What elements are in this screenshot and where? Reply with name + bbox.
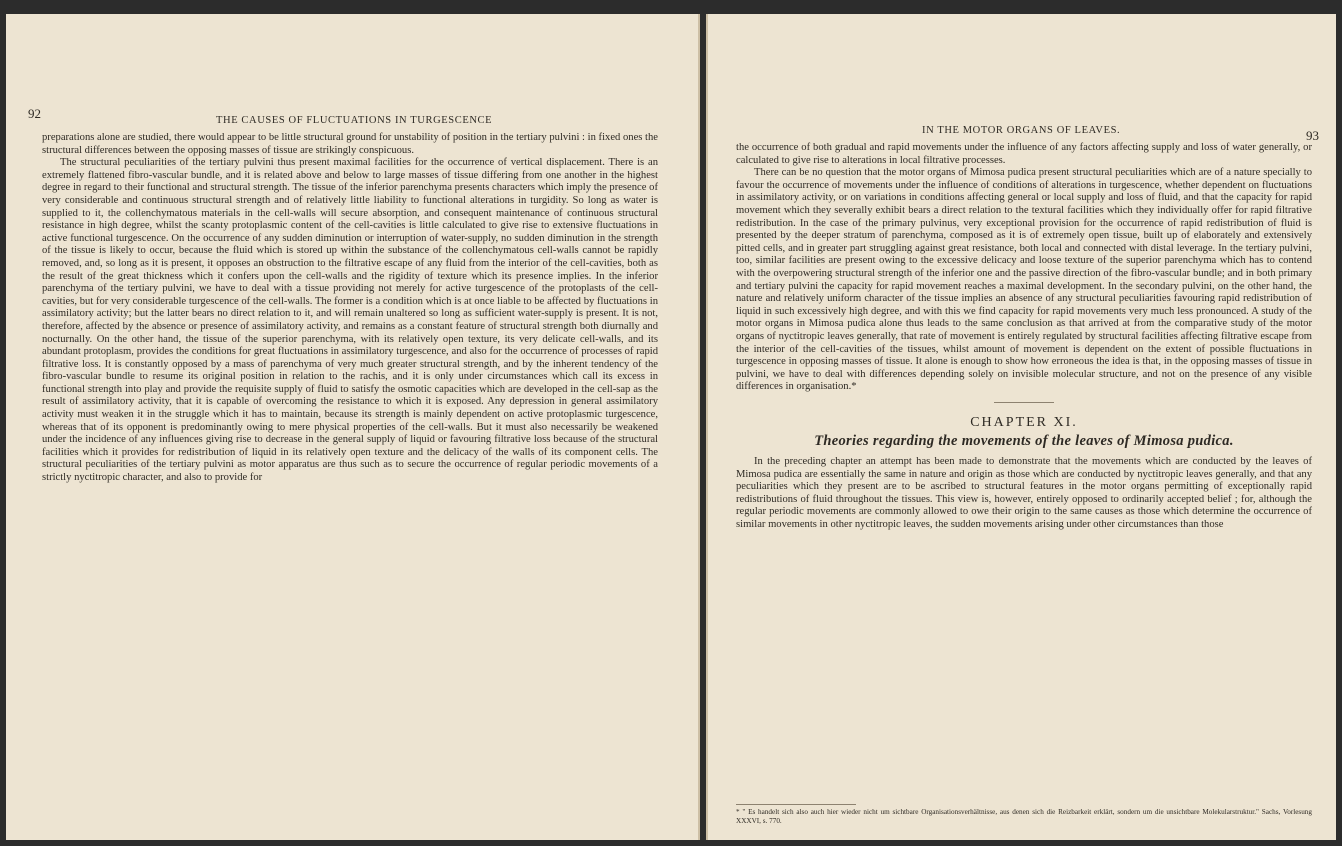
paragraph: preparations alone are studied, there would appear to be little structural ground for unstability of position in the tertiary pulvini : in fixed ones the structural differences between the opposing masses of tissue are strikingly conspicuous.	[42, 132, 658, 156]
footnote: * " Es handelt sich also auch hier wieder nicht um sichtbare Organisationsverhältnisse, aus denen sich die Reizbarkeit erklärt, sondern um die unsichtbare Molekularstruktur." Sachs, Vorlesung XXXVI, s. 770.	[736, 808, 1312, 825]
chapter-rule	[994, 402, 1054, 403]
running-head: THE CAUSES OF FLUCTUATIONS IN TURGESCENCE	[216, 115, 493, 126]
body-text	[736, 142, 1312, 532]
paragraph: The structural peculiarities of the tertiary pulvini thus present maximal facilities for the occurrence of vertical displacement. There is an extremely flattened fibro-vascular bundle, and it is related above and below to large masses of tissue differing from one another in the highest degree in regard to their functional and structural strength. The tissue of the inferior parenchyma presents characters which imply the presence of very considerable and continuous structural strength and of relatively little liability to functional alterations in turgidity. So long as water is supplied to it, the collenchymatous materials in the cell-walls will secure absorption, and consequent maintenance of continuous structural resistance in high degree, whilst the scanty protoplasmic content of the cell-cavities is little calculated to give rise to extensive fluctuations in active functional turgescence. On the occurrence of any sudden diminution or interruption of water-supply, no sudden diminution in the strength of the tissue is likely to occur, because the fluid which is stored up within the substance of the collenchymatous cell-walls cannot be rapidly removed, and, so long as it is present, it opposes an obstruction to the filtrative escape of any fluid from the interior of the cell-cavities, both as the result of the great thickness which it confers upon the cell-walls and the rigidity of texture which its presence implies. In the inferior parenchyma of the tertiary pulvini, we have to deal with a tissue providing not merely for active turgescence of the protoplasts of the cell-cavities, but for very considerable turgescence of the cell-walls. The former is a condition which is at once liable to be affected by fluctuations in assimilatory activity; but the latter bears no direct relation to it, and will remain unaltered so long as sufficient water-supply is present. It is not, therefore, affected by the absence or presence of assimilatory activity, and remains as a constant feature of structural strength both diurnally and nocturnally. On the other hand, the tissue of the superior parenchyma, with its relatively open texture, its very delicate cell-walls, and its abundant protoplasm, provides the conditions for great fluctuations in assimilatory turgescence, and also for the occurrence of processes of rapid filtrative loss. It is constantly opposed by a mass of parenchyma of very much greater structural strength, and by the inherent tendency of the fibro-vascular bundle to resume its original position in relation to the rachis, and it is only under circumstances which call its excess in functional strength into play and provide the requisite supply of fluid to satisfy the osmotic capacities which are developed in the cell-sap as the result of assimilatory activity, that it is capable of overcoming the resistance to which it is exposed. Any depression in general assimilatory activity must weaken it in the struggle which it has to maintain, because its strength is mainly dependent on active protoplasmic turgescence, whereas that of its opponent is predominantly owing to mere physical properties of the cell-walls. But it must also necessarily be weakened under the incidence of any influences giving rise to decrease in the general supply of liquid or favouring filtrative loss because of the structural facilities which it provides for redistribution of liquid in its relatively open texture and the delicacy of the walls of its component cells. The structural peculiarities of the tertiary pulvini as motor apparatus are thus such as to secure the occurrence of regular periodic movements of a strictly nyctitropic character, and also to provide for	[42, 157, 658, 484]
running-head: IN THE MOTOR ORGANS OF LEAVES.	[922, 125, 1121, 136]
chapter-heading: Theories regarding the movements of the leaves of Mimosa pudica.	[814, 433, 1234, 450]
left-page	[6, 14, 700, 840]
page-number: 92	[28, 106, 41, 121]
body-text	[42, 132, 658, 485]
right-page	[706, 14, 1336, 840]
paragraph: There can be no question that the motor organs of Mimosa pudica present structural peculiarities which are of a nature specially to favour the occurrence of movements under the influence of conditions of alterations in turgescence, whether dependent on fluctuations in assimilatory activity, or on variations in conditions affecting general or local supply and loss of fluid, and that the capacity for rapid movement which they severally exhibit bears a direct relation to the textural facilities which they individually offer for rapid filtrative redistribution. In the case of the primary pulvinus, very exceptional provision for the occurrence of rapid redistribution of fluid is presented by the deeper stratum of parenchyma, composed as it is of extremely open tissue, built up of elaborately and extensively pitted cells, and in greater part struggling against great resistance, both local and connected with distal leverage. In the tertiary pulvini, too, similar facilities are present owing to the excessive delicacy and loose texture of the superior parenchyma which has to contend with the overpowering structural strength of the inferior one and the passive direction of the fibro-vascular bundle; and in both primary and tertiary pulvini the capacity for rapid movement reaches a maximal development. In the secondary pulvini, on the other hand, the nature and relatively uniform character of the tissue implies an absence of any structural peculiarities favouring rapid redistribution of liquid in such excessively high degree, and with this we find capacity for rapid movements very much less pronounced. A study of the motor organs in Mimosa pudica alone thus leads to the same conclusion as that arrived at from the comparative study of the motor organs of nyctitropic leaves generally, that rate of movement is entirely regulated by structural facilities affecting filtrative escape from the interior of the cell-cavities of the tissues, whilst amount of movement is dependent on the extent of possible fluctuations in turgescence in opposing masses of tissue. It alone is enough to show how erroneous the idea is that, in the opposing masses of tissue in pulvini, we have to deal with differences depending solely on invisible molecular structure, and not on the presence of any visible differences in organisation.*	[736, 167, 1312, 393]
footnote-rule	[736, 804, 856, 805]
chapter-number: CHAPTER XI.	[970, 414, 1078, 430]
page-number: 93	[1306, 128, 1319, 143]
paragraph: the occurrence of both gradual and rapid movements under the influence of any factors affecting supply and loss of water generally, or calculated to give rise to alterations in local filtrative processes.	[736, 142, 1312, 166]
paragraph: In the preceding chapter an attempt has been made to demonstrate that the movements which are conducted by the leaves of Mimosa pudica are essentially the same in nature and origin as those which are conducted by nyctitropic leaves generally, and that any peculiarities which they present are to be ascribed to structural features in the motor organs permitting of exceptionally rapid redistributions of fluid throughout the tissues. This view is, however, entirely opposed to ordinarily accepted belief ; for, although the regular periodic movements are commonly allowed to owe their origin to the same causes as those which determine the occurrence of similar movements in other nyctitropic leaves, the sudden movements arising under other circumstances than those	[736, 456, 1312, 531]
